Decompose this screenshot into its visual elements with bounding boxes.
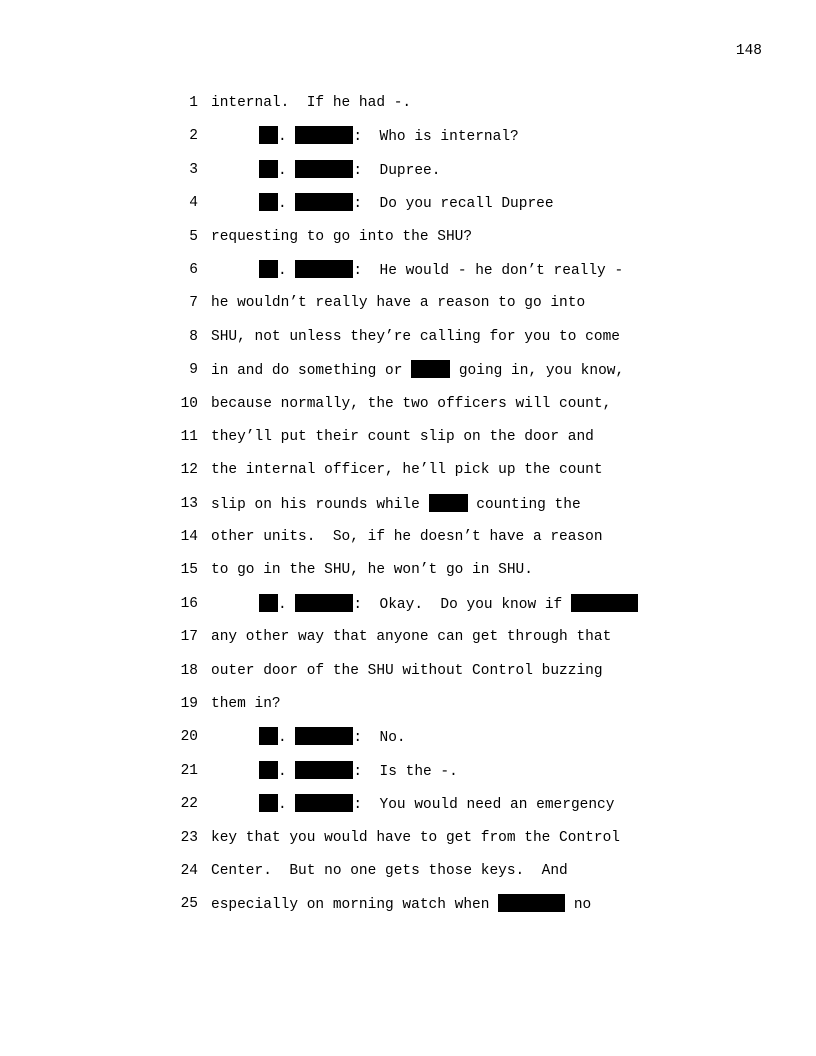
transcript-line — [170, 727, 690, 760]
line-number: 10 — [180, 395, 198, 412]
redaction-box — [429, 494, 468, 512]
transcript-line — [170, 894, 690, 927]
line-number: 11 — [180, 428, 198, 445]
redaction-box — [259, 126, 278, 144]
line-number: 19 — [180, 696, 198, 713]
transcript-line — [170, 93, 690, 126]
redaction-box — [571, 594, 638, 612]
line-text: to go in the SHU, he won’t go in SHU. — [211, 562, 533, 579]
transcript-lines — [170, 93, 690, 928]
line-content — [211, 560, 533, 580]
transcript-line — [170, 126, 690, 159]
redaction-box — [259, 794, 278, 812]
transcript-line — [170, 761, 690, 794]
line-text: Who is internal? — [379, 129, 519, 146]
redaction-box — [295, 126, 353, 144]
line-number: 14 — [180, 529, 198, 546]
line-number: 5 — [189, 228, 198, 245]
line-content — [211, 661, 603, 681]
transcript-line — [170, 394, 690, 427]
transcript-line — [170, 360, 690, 393]
line-content — [211, 327, 620, 347]
transcript-line — [170, 794, 690, 827]
redaction-box — [295, 761, 353, 779]
line-number: 8 — [189, 328, 198, 345]
redaction-box — [411, 360, 450, 378]
line-content — [211, 460, 603, 480]
redaction-box — [259, 193, 278, 211]
line-text: other units. So, if he doesn’t have a reason — [211, 529, 603, 546]
line-text-before: especially on morning watch when — [211, 897, 499, 914]
line-content: . : Who is internal? — [211, 126, 519, 147]
line-number: 16 — [180, 595, 198, 612]
line-text: they’ll put their count slip on the door and — [211, 428, 594, 445]
line-text-after: going in, you know, — [450, 363, 625, 380]
line-text: You would need an emergency — [379, 797, 615, 814]
line-text-after: counting the — [467, 496, 581, 513]
line-number: 6 — [189, 261, 198, 278]
line-number: 3 — [189, 161, 198, 178]
line-text: because normally, the two officers will count, — [211, 395, 612, 412]
line-text-after: no — [565, 897, 592, 914]
line-content: . : Dupree. — [211, 160, 440, 181]
transcript-line — [170, 694, 690, 727]
transcript-line — [170, 460, 690, 493]
transcript-line — [170, 661, 690, 694]
line-text: Do you recall Dupree — [379, 196, 554, 213]
line-text: he wouldn’t really have a reason to go into — [211, 295, 586, 312]
line-content — [211, 527, 603, 547]
redaction-box — [259, 727, 278, 745]
line-content: . : Is the -. — [211, 761, 458, 782]
line-text: Is the -. — [379, 763, 458, 780]
line-number: 17 — [180, 629, 198, 646]
transcript-line — [170, 494, 690, 527]
line-text: SHU, not unless they’re calling for you to come — [211, 328, 620, 345]
line-content: . : No. — [211, 727, 406, 748]
line-content — [211, 394, 611, 414]
line-text: Dupree. — [379, 162, 441, 179]
redaction-box — [259, 761, 278, 779]
line-content — [211, 627, 611, 647]
line-text: key that you would have to get from the Control — [211, 829, 620, 846]
transcript-body — [170, 93, 690, 928]
line-content — [211, 861, 568, 881]
redaction-box — [295, 193, 353, 211]
line-text: No. — [379, 730, 406, 747]
line-number: 22 — [180, 796, 198, 813]
line-content — [211, 93, 411, 113]
line-number: 20 — [180, 729, 198, 746]
line-text-before: in and do something or — [211, 363, 412, 380]
transcript-line — [170, 193, 690, 226]
redaction-box — [259, 594, 278, 612]
line-text: internal. If he had -. — [211, 95, 412, 111]
line-content — [211, 360, 624, 381]
transcript-line — [170, 560, 690, 593]
line-number: 23 — [180, 829, 198, 846]
line-number: 13 — [180, 495, 198, 512]
page-number: 148 — [735, 43, 762, 59]
line-number: 21 — [180, 762, 198, 779]
line-text: the internal officer, he’ll pick up the count — [211, 462, 603, 479]
line-text-before: Okay. Do you know if — [379, 596, 571, 613]
line-number: 4 — [189, 195, 198, 212]
transcript-line — [170, 527, 690, 560]
redaction-box — [295, 594, 353, 612]
line-text: He would - he don’t really - — [379, 262, 624, 279]
transcript-line — [170, 427, 690, 460]
line-number: 25 — [180, 896, 198, 913]
transcript-line — [170, 594, 690, 627]
line-text: requesting to go into the SHU? — [211, 228, 473, 245]
redaction-box — [295, 794, 353, 812]
redaction-box — [259, 160, 278, 178]
redaction-box — [295, 160, 353, 178]
line-number: 7 — [189, 295, 198, 312]
line-number: 9 — [189, 362, 198, 379]
line-number: 12 — [180, 462, 198, 479]
line-content — [211, 227, 472, 247]
transcript-line — [170, 260, 690, 293]
transcript-line — [170, 160, 690, 193]
line-number: 24 — [180, 862, 198, 879]
line-content — [211, 694, 281, 714]
line-number: 1 — [189, 95, 198, 111]
line-content: . : Do you recall Dupree — [211, 193, 554, 214]
line-content — [211, 494, 581, 515]
line-text-before: slip on his rounds while — [211, 496, 429, 513]
redaction-box — [295, 727, 353, 745]
line-content — [211, 293, 585, 313]
redaction-box — [259, 260, 278, 278]
redaction-box — [295, 260, 353, 278]
transcript-line — [170, 327, 690, 360]
line-text: Center. But no one gets those keys. And — [211, 862, 568, 879]
line-text: any other way that anyone can get through that — [211, 629, 612, 646]
line-text: outer door of the SHU without Control buzzing — [211, 662, 603, 679]
transcript-line — [170, 293, 690, 326]
transcript-line — [170, 227, 690, 260]
line-content: . : Okay. Do you know if — [211, 594, 638, 615]
line-number: 18 — [180, 662, 198, 679]
line-content — [211, 894, 591, 915]
line-content: . : You would need an emergency — [211, 794, 614, 815]
transcript-line — [170, 828, 690, 861]
line-content: . : He would - he don’t really - — [211, 260, 623, 281]
transcript-line — [170, 861, 690, 894]
line-content — [211, 828, 620, 848]
redaction-box — [498, 894, 565, 912]
line-content — [211, 427, 594, 447]
transcript-line — [170, 627, 690, 660]
line-number: 15 — [180, 562, 198, 579]
line-text: them in? — [211, 696, 281, 713]
line-number: 2 — [189, 128, 198, 145]
